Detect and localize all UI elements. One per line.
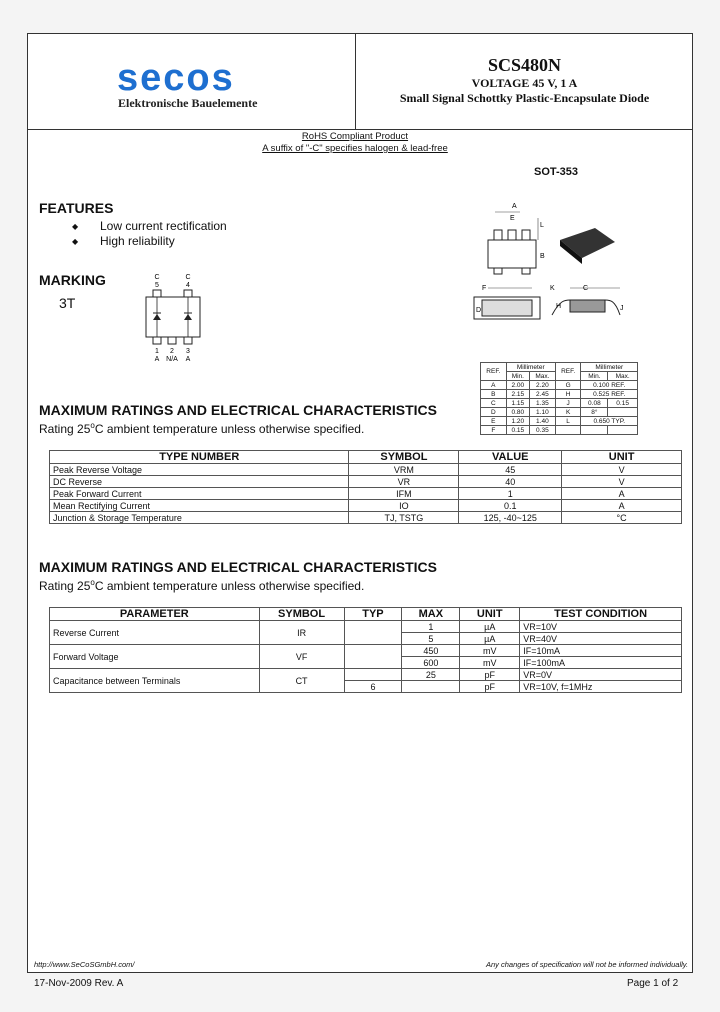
max-cell: 1 — [402, 621, 460, 633]
pin-number: 2 — [170, 348, 174, 355]
dim-label: A — [512, 203, 517, 210]
unit-cell: mV — [460, 657, 520, 669]
title-block — [356, 54, 693, 106]
unit-cell: V — [562, 476, 682, 488]
dim-cell: 8° — [581, 408, 608, 417]
unit-cell: A — [562, 488, 682, 500]
dim-cell: E — [481, 417, 507, 426]
dim-cell: 0.15 — [506, 426, 529, 435]
condition-cell: IF=100mA — [520, 657, 682, 669]
column-header: PARAMETER — [50, 608, 260, 621]
table-row — [50, 669, 682, 681]
dim-cell: 2.15 — [506, 390, 529, 399]
param-cell: Peak Reverse Voltage — [50, 464, 349, 476]
condition-cell: IF=10mA — [520, 645, 682, 657]
column-header: TEST CONDITION — [520, 608, 682, 621]
footer-disclaimer: Any changes of specification will not be informed individually. — [486, 960, 689, 969]
degree-mark: o — [90, 578, 95, 587]
param-cell: Mean Rectifying Current — [50, 500, 349, 512]
dim-label: D — [476, 307, 482, 314]
table-row — [50, 500, 682, 512]
dim-label: J — [620, 305, 624, 312]
param-cell: DC Reverse — [50, 476, 349, 488]
dim-cell: 0.525 REF. — [581, 390, 638, 399]
brand-text: secos — [117, 60, 235, 96]
unit-cell: µA — [460, 633, 520, 645]
pin-number: 5 — [155, 282, 159, 289]
subtitle-text: C ambient temperature unless otherwise specified. — [94, 579, 365, 593]
dim-cell — [581, 426, 608, 435]
dim-cell: 0.650 TYP. — [581, 417, 638, 426]
dim-row — [481, 408, 638, 417]
features-title: FEATURES — [39, 200, 114, 216]
dim-subheader: Max. — [529, 372, 555, 381]
dim-cell: 1.35 — [529, 399, 555, 408]
max-cell: 600 — [402, 657, 460, 669]
table-row — [50, 621, 682, 633]
dim-label: L — [540, 222, 544, 229]
subtitle-text: C ambient temperature unless otherwise specified. — [94, 422, 365, 436]
rohs-notice — [190, 131, 520, 155]
dim-cell: G — [555, 381, 581, 390]
value-cell: 40 — [459, 476, 562, 488]
table-row — [50, 476, 682, 488]
part-number: SCS480N — [487, 55, 562, 75]
footer-url-link[interactable]: http://www.SeCoSGmbH.com/ — [34, 960, 135, 969]
package-outline — [146, 297, 200, 337]
characteristics-title: MAXIMUM RATINGS AND ELECTRICAL CHARACTERISTICS — [39, 559, 437, 575]
characteristics-table — [49, 607, 682, 693]
unit-cell: A — [562, 500, 682, 512]
column-header: SYMBOL — [349, 451, 459, 464]
footer-date: 17-Nov-2009 Rev. A — [34, 978, 124, 989]
symbol-cell: CT — [259, 669, 344, 693]
table-row — [50, 512, 682, 524]
typ-cell — [344, 669, 402, 681]
dim-cell: 0.35 — [529, 426, 555, 435]
dim-cell: 2.00 — [506, 381, 529, 390]
dim-cell: H — [555, 390, 581, 399]
pin-label: N/A — [166, 356, 178, 363]
condition-cell: VR=40V — [520, 633, 682, 645]
dim-cell: 1.20 — [506, 417, 529, 426]
dim-cell: K — [555, 408, 581, 417]
unit-cell: pF — [460, 681, 520, 693]
pin-label: C — [154, 274, 160, 281]
dim-subheader: Min. — [506, 372, 529, 381]
column-header: MAX — [402, 608, 460, 621]
param-cell: Reverse Current — [50, 621, 260, 645]
value-cell: 0.1 — [459, 500, 562, 512]
dim-label: E — [510, 215, 515, 222]
subtitle-text: Rating 25 — [39, 422, 91, 436]
dim-subheader: Max. — [608, 372, 638, 381]
symbol-cell: VR — [349, 476, 459, 488]
header-divider — [27, 129, 693, 130]
dim-row — [481, 417, 638, 426]
dim-label: F — [482, 285, 487, 292]
max-cell: 25 — [402, 669, 460, 681]
pin-label: C — [185, 274, 191, 281]
param-cell: Peak Forward Current — [50, 488, 349, 500]
marking-title: MARKING — [39, 272, 106, 288]
symbol-cell: VF — [259, 645, 344, 669]
column-header: TYPE NUMBER — [50, 451, 349, 464]
symbol-cell: IFM — [349, 488, 459, 500]
footer-page-number: Page 1 of 2 — [627, 978, 679, 989]
feature-item: ◆ Low current rectification — [72, 219, 227, 234]
characteristics-subtitle — [39, 578, 364, 593]
dim-header: Millimeter — [506, 363, 555, 372]
dim-cell: 1.10 — [529, 408, 555, 417]
param-cell: Forward Voltage — [50, 645, 260, 669]
diode-symbol — [184, 314, 192, 320]
unit-cell: °C — [562, 512, 682, 524]
unit-cell: µA — [460, 621, 520, 633]
pin-number: 1 — [155, 348, 159, 355]
dim-label: H — [556, 303, 562, 310]
dim-cell: 0.15 — [608, 399, 638, 408]
pin-number: 4 — [186, 282, 190, 289]
dim-cell — [608, 408, 638, 417]
dim-cell: C — [481, 399, 507, 408]
condition-cell: VR=10V, f=1MHz — [520, 681, 682, 693]
rohs-line-2: A suffix of "-C" specifies halogen & lead-free — [262, 143, 448, 154]
dim-cell: L — [555, 417, 581, 426]
value-cell: 125, -40~125 — [459, 512, 562, 524]
table-row — [50, 464, 682, 476]
brand-subtitle: Elektronische Bauelemente — [118, 96, 258, 110]
column-header: TYP — [344, 608, 402, 621]
dim-row — [481, 426, 638, 435]
dim-cell: B — [481, 390, 507, 399]
marking-pin-diagram — [140, 272, 220, 372]
param-cell: Junction & Storage Temperature — [50, 512, 349, 524]
marking-code: 3T — [59, 295, 76, 311]
unit-cell: V — [562, 464, 682, 476]
dimension-table — [480, 362, 638, 435]
dim-header: REF. — [481, 363, 507, 381]
ratings-title: MAXIMUM RATINGS AND ELECTRICAL CHARACTERISTICS — [39, 402, 437, 418]
dim-cell: 2.45 — [529, 390, 555, 399]
dim-header: REF. — [555, 363, 581, 381]
dim-cell: F — [481, 426, 507, 435]
typ-cell — [344, 645, 402, 669]
dim-row — [481, 381, 638, 390]
product-description: Small Signal Schottky Plastic-Encapsulate Diode — [399, 91, 650, 105]
dim-cell: D — [481, 408, 507, 417]
dim-row — [481, 390, 638, 399]
typ-cell — [344, 621, 402, 645]
condition-cell: VR=10V — [520, 621, 682, 633]
package-outline-drawing — [470, 200, 640, 360]
unit-cell: pF — [460, 669, 520, 681]
dim-label: C — [583, 285, 589, 292]
dim-cell: 2.20 — [529, 381, 555, 390]
ratings-subtitle — [39, 421, 364, 436]
voltage-rating: VOLTAGE 45 V, 1 A — [471, 76, 578, 90]
subtitle-text: Rating 25 — [39, 579, 91, 593]
degree-mark: o — [90, 421, 95, 430]
dim-cell: 1.40 — [529, 417, 555, 426]
ratings-table — [49, 450, 682, 524]
dim-label: B — [540, 253, 545, 260]
symbol-cell: TJ, TSTG — [349, 512, 459, 524]
dim-cell: A — [481, 381, 507, 390]
pin-number: 3 — [186, 348, 190, 355]
symbol-cell: IR — [259, 621, 344, 645]
package-name: SOT-353 — [534, 166, 579, 178]
pin-label: A — [185, 356, 191, 363]
table-row — [50, 645, 682, 657]
table-row — [50, 488, 682, 500]
column-header: SYMBOL — [259, 608, 344, 621]
dim-cell: 0.80 — [506, 408, 529, 417]
condition-cell: VR=0V — [520, 669, 682, 681]
max-cell: 450 — [402, 645, 460, 657]
package-3d-view — [560, 228, 615, 258]
typ-cell: 6 — [344, 681, 402, 693]
dim-cell: J — [555, 399, 581, 408]
unit-cell: mV — [460, 645, 520, 657]
column-header: UNIT — [460, 608, 520, 621]
dim-cell: 1.15 — [506, 399, 529, 408]
rohs-line-1: RoHS Compliant Product — [301, 131, 409, 142]
features-list — [72, 219, 227, 249]
value-cell: 1 — [459, 488, 562, 500]
column-header: UNIT — [562, 451, 682, 464]
dim-label: K — [550, 285, 555, 292]
value-cell: 45 — [459, 464, 562, 476]
pin-label: A — [154, 356, 160, 363]
feature-item: ◆ High reliability — [72, 234, 227, 249]
diode-symbol — [153, 314, 161, 320]
max-cell — [402, 681, 460, 693]
dim-subheader: Min. — [581, 372, 608, 381]
dim-row — [481, 399, 638, 408]
symbol-cell: VRM — [349, 464, 459, 476]
dim-cell: 0.08 — [581, 399, 608, 408]
param-cell: Capacitance between Terminals — [50, 669, 260, 693]
symbol-cell: IO — [349, 500, 459, 512]
dim-header: Millimeter — [581, 363, 638, 372]
dim-cell — [608, 426, 638, 435]
max-cell: 5 — [402, 633, 460, 645]
dim-cell — [555, 426, 581, 435]
column-header: VALUE — [459, 451, 562, 464]
dim-cell: 0.100 REF. — [581, 381, 638, 390]
secos-logo — [117, 60, 277, 96]
